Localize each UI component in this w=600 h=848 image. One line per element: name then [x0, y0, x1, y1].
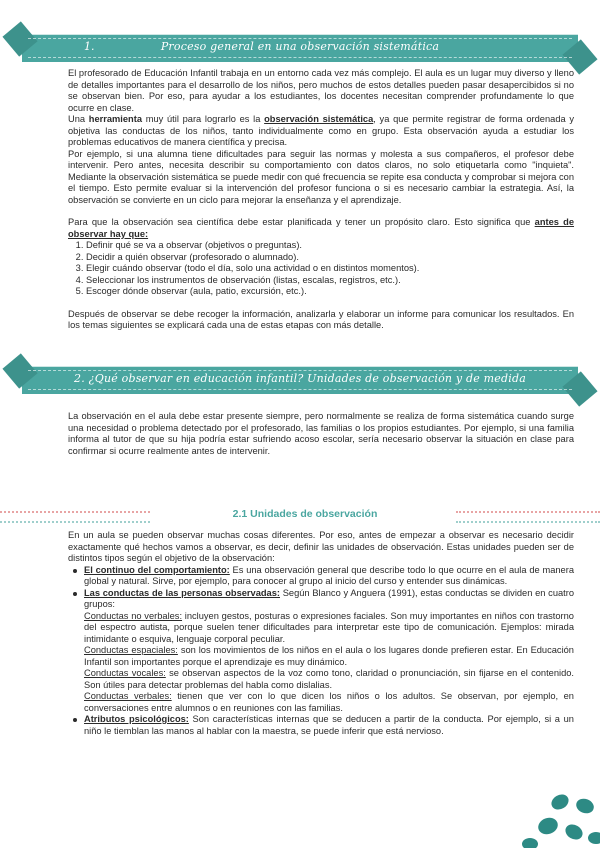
section-1-title: Proceso general en una observación sistemática: [160, 40, 440, 53]
paragraph: Una herramienta muy útil para lograrlo es la observación sistemática, ya que permite registrar de forma ordenada y objetiva las conductas de los niños, tanto individualmente como en grupo. Esta observación ayuda a estudiar los problemas educativos de manera científica y precisa.: [68, 114, 575, 147]
list-item: El continuo del comportamiento: Es una observación general que describe todo lo que ocurre en el aula de manera global y natural. Sirve, por ejemplo, para conocer al grupo al inicio del curso y entender sus dinámicas.: [84, 565, 574, 588]
section-2-body: [68, 411, 574, 457]
section-2-banner: [22, 366, 578, 394]
paragraph: Para que la observación sea científica debe estar planificada y tener un propósito claro. Esto significa que antes de observar hay que:: [68, 217, 575, 239]
list-item: 5. Escoger dónde observar (aula, patio, excursión, etc.).: [86, 286, 574, 298]
subsection-title: 2.1 Unidades de observación: [232, 508, 378, 520]
paragraph: Por ejemplo, si una alumna tiene dificultades para seguir las normas y molesta a sus compañeros, el profesor debe intervenir. Pero antes, necesita describir su comportamiento con datos claros, no solo etiquetarla como "inquieta". Mediante la observación sistemática se puede medir con qué frecuencia se repite esa conducta y comprobar si mejora con el tiempo. Esto permite evaluar si la intervención del profesor funciona o si es necesario cambiar la estrategia. Así, la observación se convierte en un ciclo para mejorar la enseñanza y el aprendizaje.: [68, 148, 574, 205]
paragraph: El profesorado de Educación Infantil trabaja en un entorno cada vez más complejo. El aula es un lugar muy diverso y lleno de detalles importantes para el desarrollo de los niños, pero muchos de estos detalles pueden pasar desapercibidos si no se observan bien. Por eso, para ayudar a los estudiantes, los docentes necesitan comprender profundamente lo que ocurre en clase.: [68, 68, 574, 113]
decorative-dots: [510, 778, 600, 848]
subsection-body: [68, 530, 574, 737]
list-item: Las conductas de las personas observadas: Según Blanco y Anguera (1991), estas conductas se dividen en cuatro grupos: Conductas no verbales: incluyen gestos, posturas o expresiones faciales. Son muy importantes en niños con trastorno del espectro autista, porque suelen tener dificultades para interpretar este tipo de comunicación. Ejemplos: mirada intimidante o esquiva, lenguaje corporal peculiar. Conductas espaciales: son los movimientos de los niños en el aula o los lugares donde prefieren estar. En Educación Infantil son importantes porque el aprendizaje es muy dinámico. Conductas vocales: se observan aspectos de la voz como tono, claridad o pronunciación, sin fijarse en el contenido. Son útiles para detectar problemas del habla como dislalias. Conductas verbales: tienen que ver con lo que dicen los niños o los adultos. Se observan, por ejemplo, en conversaciones entre alumnos o en reuniones con las familias.: [84, 588, 574, 715]
units-list: [68, 565, 574, 738]
section-1-body: [68, 68, 574, 332]
steps-list: [68, 240, 574, 298]
list-item: 1. Definir qué se va a observar (objetivos o preguntas).: [86, 240, 574, 252]
paragraph: Después de observar se debe recoger la información, analizarla y elaborar un informe para comunicar los resultados. En los temas siguientes se explicará cada una de estas etapas con más detalle.: [68, 308, 574, 330]
paragraph: La observación en el aula debe estar presente siempre, pero normalmente se realiza de forma sistemática cuando surge una necesidad o problema detectado por el profesorado, las familias o los propios estudiantes. Por ejemplo, si una familia informa al tutor de que su hija podría estar sufriendo acoso escolar, sería necesario observar la situación en clase para confirmar si ocurre realmente antes de intervenir.: [68, 411, 574, 456]
dotted-divider-right: [456, 511, 600, 523]
list-item: 2. Decidir a quién observar (profesorado o alumnado).: [86, 252, 574, 264]
section-1-banner: [22, 34, 578, 62]
subsection-heading: [0, 508, 600, 522]
list-item: 3. Elegir cuándo observar (todo el día, solo una actividad o en distintos momentos).: [86, 263, 574, 275]
list-item: Atributos psicológicos: Son características internas que se deducen a partir de la conducta. Por ejemplo, si a un niño le tiemblan las manos al hablar con la maestra, se puede inferir que está nervioso.: [84, 714, 574, 737]
dotted-divider-left: [0, 511, 150, 523]
paragraph: En un aula se pueden observar muchas cosas diferentes. Por eso, antes de empezar a observar es necesario decidir exactamente qué hechos vamos a observar, es decir, definir las unidades de observación. Estas unidades pueden ser de distintos tipos según el objetivo de la observación:: [68, 530, 574, 563]
list-item: 4. Seleccionar los instrumentos de observación (listas, escalas, registros, etc.).: [86, 275, 574, 287]
section-1-number: 1.: [84, 40, 95, 53]
section-2-title: 2. ¿Qué observar en educación infantil? Unidades de observación y de medida: [74, 372, 526, 385]
